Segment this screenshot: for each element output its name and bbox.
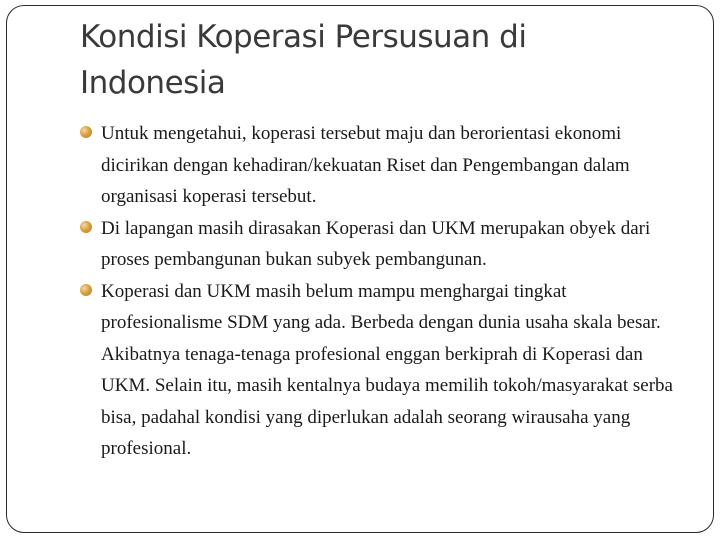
bullet-item bbox=[80, 213, 680, 276]
bullet-text: Untuk mengetahui, koperasi tersebut maju dan berorientasi ekonomi dicirikan dengan kehadiran/kekuatan Riset dan Pengembangan dalam organisasi koperasi tersebut. bbox=[101, 123, 630, 207]
bullet-item bbox=[80, 118, 680, 213]
bullet-text: Koperasi dan UKM masih belum mampu menghargai tingkat profesionalisme SDM yang ada. Berbeda dengan dunia usaha skala besar. Akibatnya tenaga-tenaga profesional enggan berkiprah di Koperasi dan UKM. Selain itu, masih kentalnya budaya memilih tokoh/masyarakat serba bisa, padahal kondisi yang diperlukan adalah seorang wirausaha yang profesional. bbox=[101, 280, 673, 459]
bullet-text: Di lapangan masih dirasakan Koperasi dan UKM merupakan obyek dari proses pembangunan bukan subyek pembangunan. bbox=[101, 217, 651, 270]
round-bullet-icon bbox=[80, 284, 92, 296]
bullet-item bbox=[80, 276, 680, 465]
round-bullet-icon bbox=[80, 126, 92, 138]
bullet-list bbox=[80, 118, 680, 465]
round-bullet-icon bbox=[80, 221, 92, 233]
slide-title: Kondisi Koperasi Persusuan di Indonesia bbox=[80, 19, 527, 101]
